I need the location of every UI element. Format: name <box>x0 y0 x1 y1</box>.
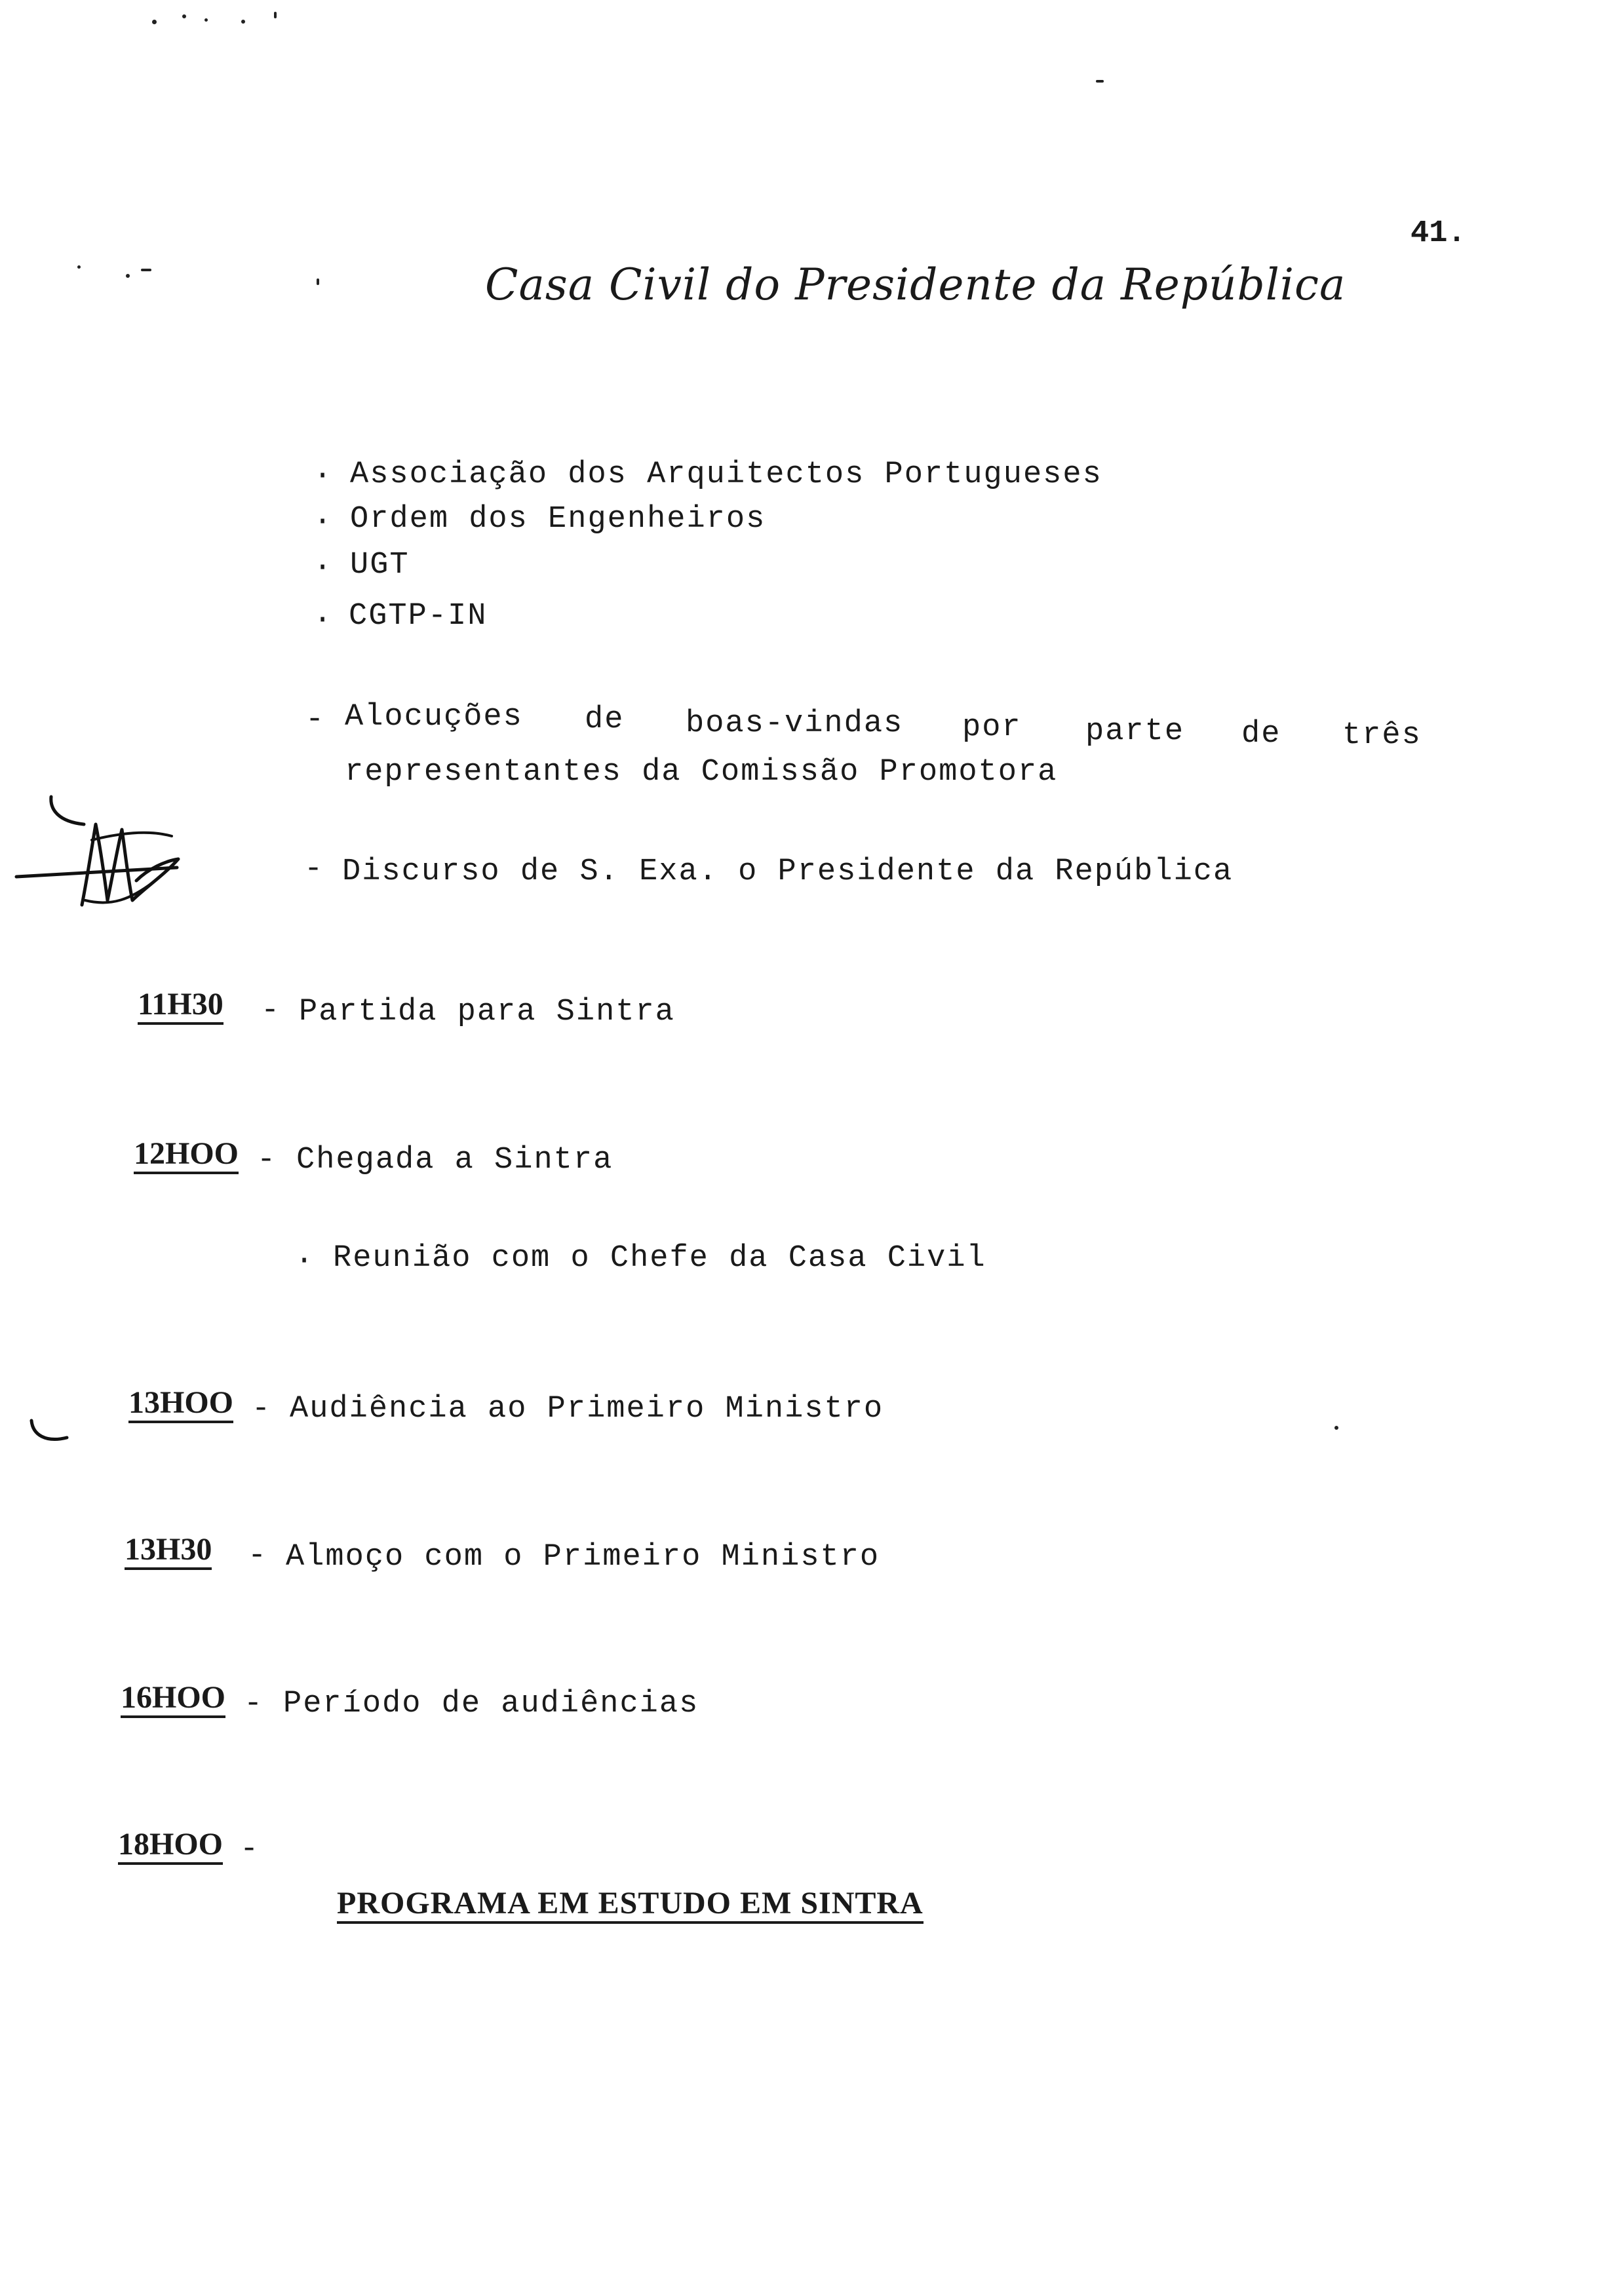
scan-speck <box>274 12 277 18</box>
scan-speck <box>126 274 130 278</box>
schedule-text-audiencia: Audiência ao Primeiro Ministro <box>290 1392 884 1426</box>
alocucoes-word: Alocuções <box>345 700 523 735</box>
subitem-reuniao: Reunião com o Chefe da Casa Civil <box>333 1241 986 1276</box>
pen-mark <box>26 1415 72 1448</box>
bullet-dot: · <box>313 550 332 585</box>
alocucoes-word: parte <box>1085 714 1185 749</box>
scan-speck <box>1334 1426 1338 1430</box>
schedule-text-periodo: Período de audiências <box>283 1687 699 1721</box>
alocucoes-line-2: representantes da Comissão Promotora <box>345 755 1058 790</box>
bullet-dot: · <box>295 1244 314 1278</box>
discurso-item: Discurso de S. Exa. o Presidente da República <box>342 854 1234 889</box>
alocucoes-word: boas-vindas <box>686 706 904 741</box>
letterhead-title: Casa Civil do Presidente da República <box>485 259 1346 310</box>
bullet-item-ugt: UGT <box>350 548 410 583</box>
schedule-text-almoco: Almoço com o Primeiro Ministro <box>286 1540 880 1575</box>
dash-marker: - <box>304 852 323 887</box>
scan-speck <box>1096 80 1104 83</box>
bullet-dot: · <box>313 603 332 638</box>
dash-marker: - <box>240 1832 259 1867</box>
alocucoes-word: de <box>1241 717 1281 752</box>
dash-marker: - <box>305 702 324 737</box>
handwritten-initials <box>13 784 184 915</box>
alocucoes-word: de <box>585 702 625 737</box>
dash-marker: - <box>257 1143 276 1177</box>
alocucoes-word: três <box>1342 718 1422 753</box>
scan-speck <box>141 269 151 271</box>
bullet-dot: · <box>313 459 332 493</box>
dash-marker: - <box>261 993 280 1028</box>
schedule-text-partida: Partida para Sintra <box>299 995 675 1029</box>
time-12h00: 12HOO <box>134 1138 239 1174</box>
scan-speck <box>152 20 157 24</box>
alocucoes-word: por <box>962 710 1022 745</box>
time-18h00: 18HOO <box>118 1828 223 1865</box>
time-13h30: 13H30 <box>125 1533 212 1570</box>
dash-marker: - <box>252 1392 271 1426</box>
page-number: 41. <box>1411 216 1466 251</box>
time-11h30: 11H30 <box>138 988 224 1025</box>
dash-marker: - <box>244 1687 263 1721</box>
dash-marker: - <box>248 1539 267 1573</box>
time-16h00: 16HOO <box>121 1681 225 1718</box>
bullet-item-ordem: Ordem dos Engenheiros <box>350 502 766 537</box>
scan-speck <box>77 265 81 269</box>
scan-speck <box>182 14 186 18</box>
bullet-item-associacao: Associação dos Arquitectos Portugueses <box>350 457 1102 492</box>
schedule-text-chegada: Chegada a Sintra <box>296 1143 613 1177</box>
bullet-dot: · <box>313 505 332 539</box>
scan-speck <box>241 20 245 24</box>
scan-speck <box>204 18 208 22</box>
scan-speck <box>317 278 319 285</box>
bullet-item-cgtp: CGTP-IN <box>349 599 488 634</box>
programa-heading: PROGRAMA EM ESTUDO EM SINTRA <box>337 1887 924 1924</box>
time-13h00: 13HOO <box>128 1387 233 1423</box>
